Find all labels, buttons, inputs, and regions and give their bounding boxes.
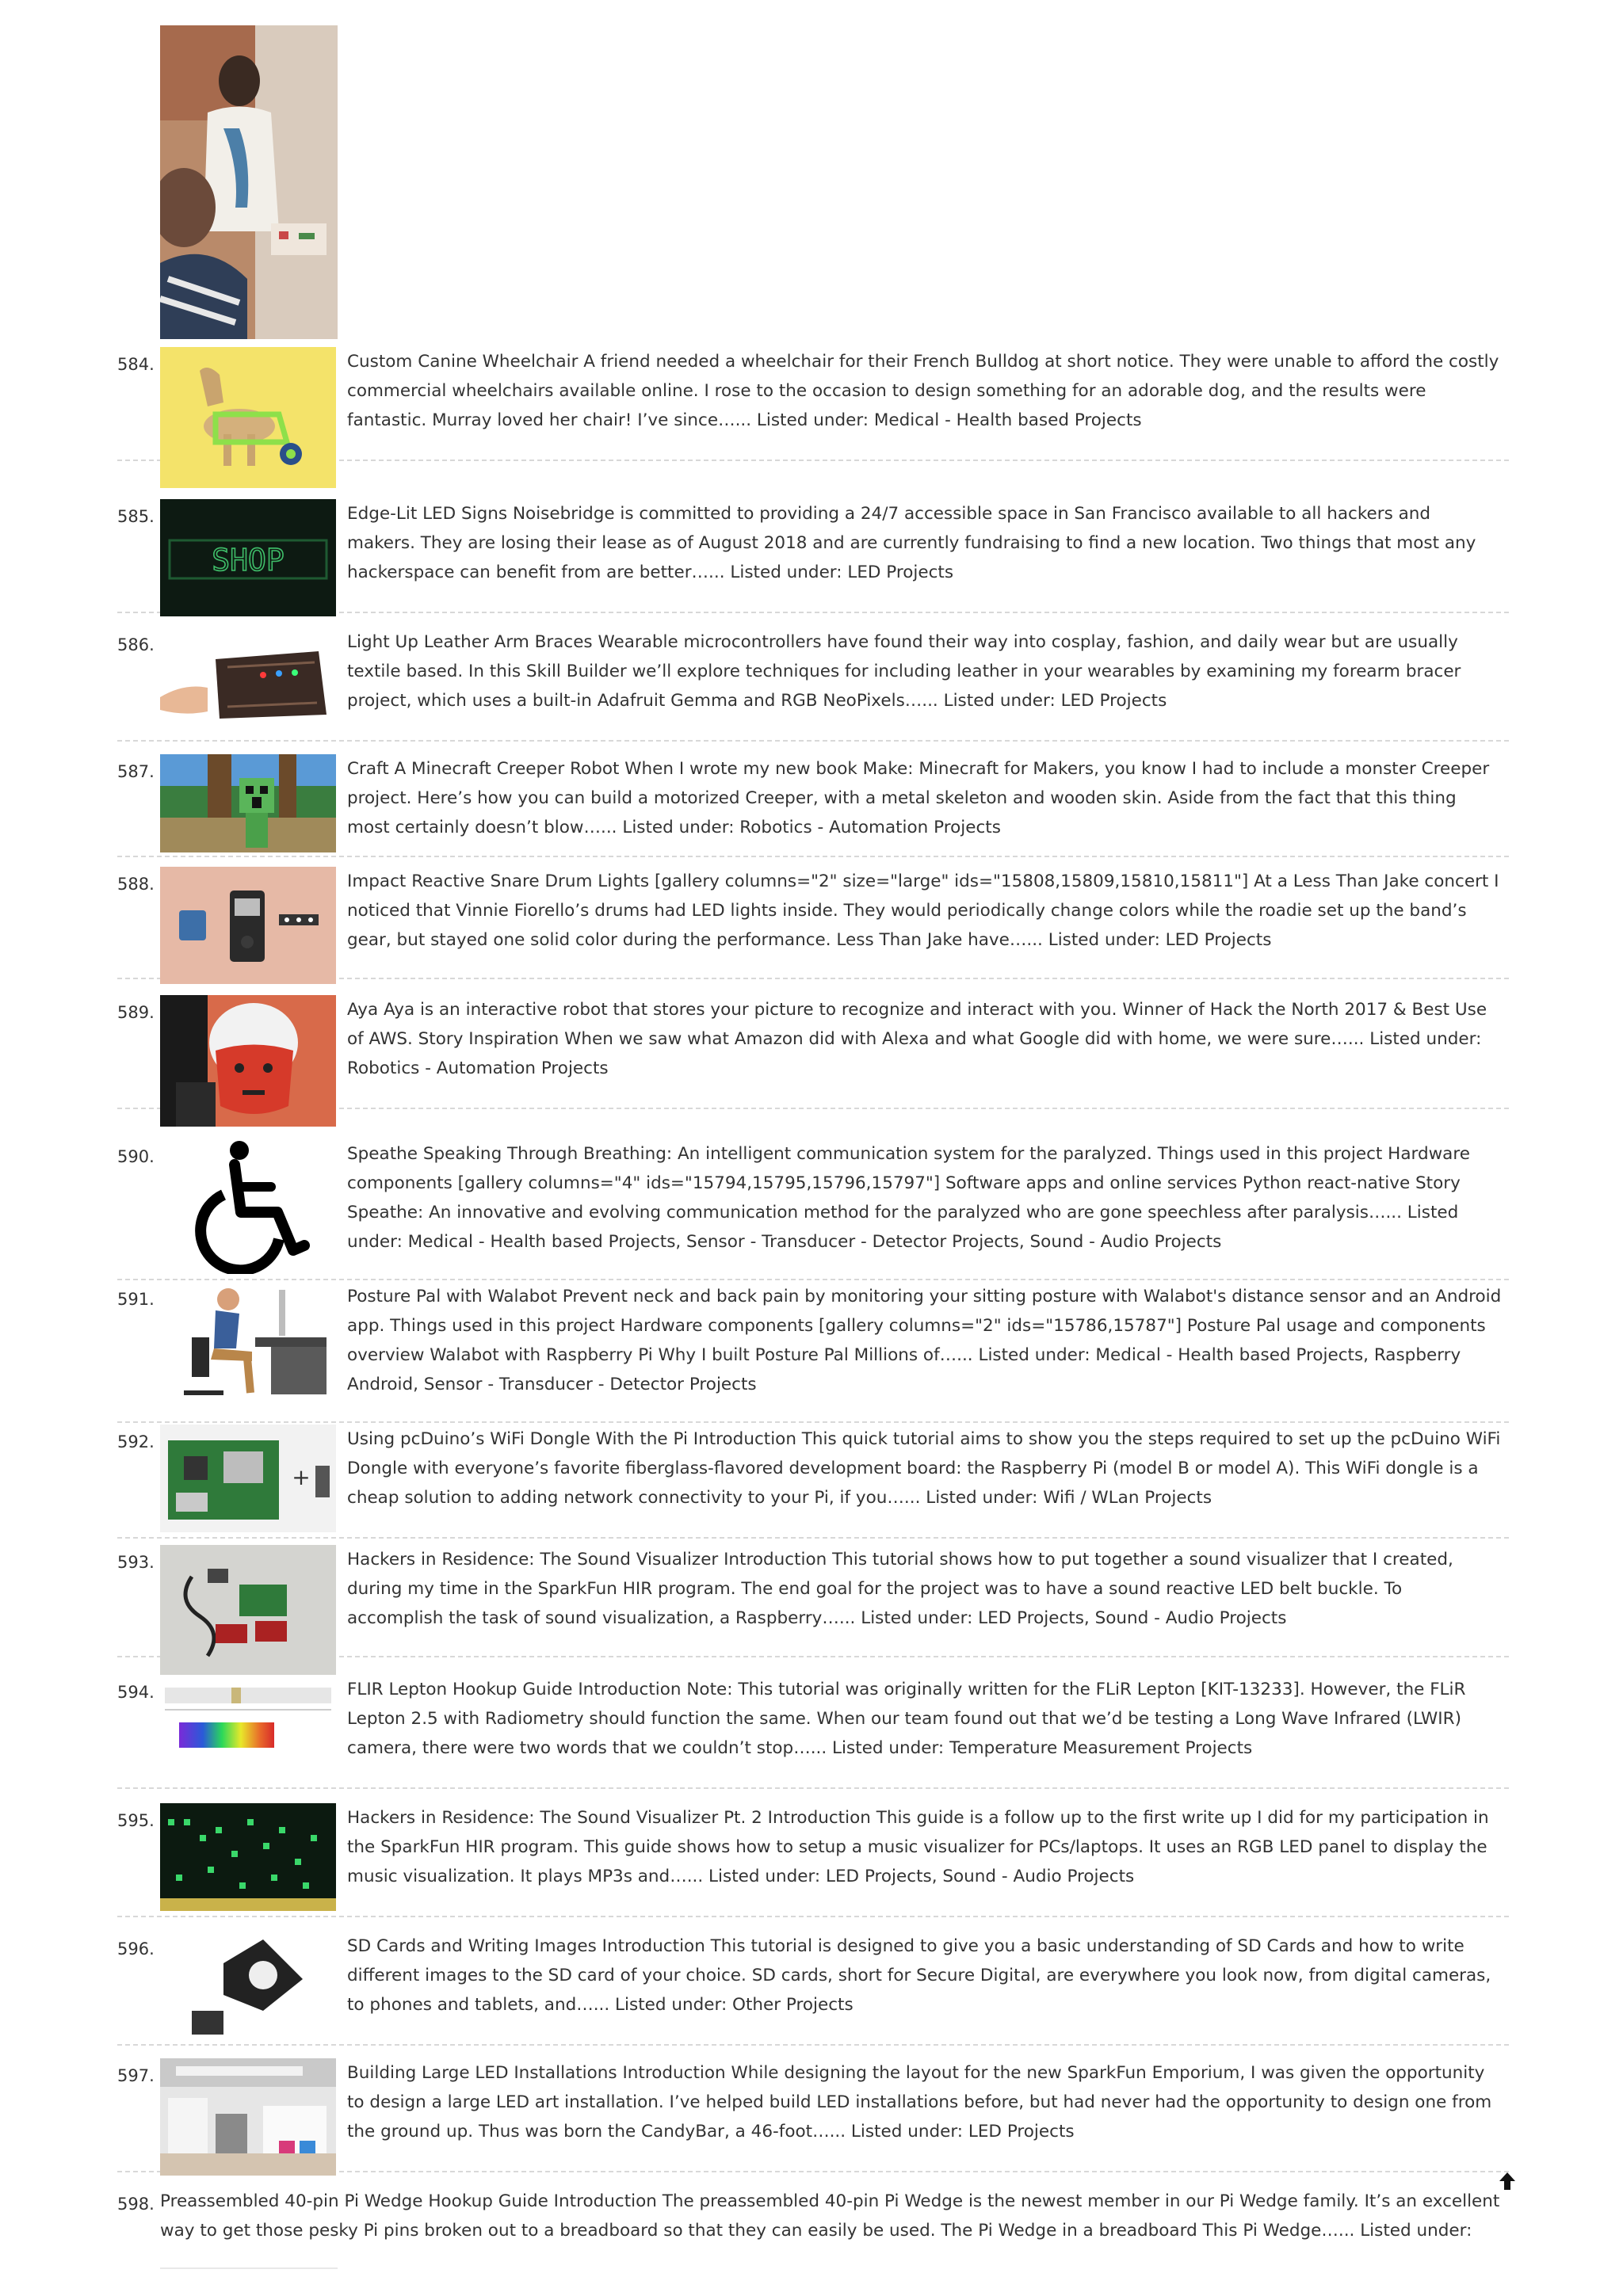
- item-thumbnail[interactable]: [160, 754, 336, 852]
- list-item: [117, 867, 1509, 979]
- item-description: Light Up Leather Arm Braces Wearable microcontrollers have found their way into cosplay, fashion, and daily wear but are usually textile based. In this Skill Builder we’ll explore techniques for including leather in your wearables by examining my forearm bracer project, which uses a built-in Adafruit Gemma and RGB NeoPixels…... Listed under: LED Projects: [347, 632, 1461, 711]
- list-item: [117, 1425, 1509, 1539]
- item-thumbnail[interactable]: [160, 347, 336, 488]
- item-number: 585.: [117, 507, 155, 526]
- arrow-up-icon[interactable]: [1498, 2171, 1517, 2191]
- list-item: [117, 1282, 1509, 1423]
- item-thumbnail[interactable]: [160, 1932, 336, 2041]
- item-description: Preassembled 40-pin Pi Wedge Hookup Guide Introduction The preassembled 40-pin Pi Wedge is the newest member in our Pi Wedge family. It’s an excellent way to get those pesky Pi pins broken out to a breadboard so that they can easily be used. The Pi Wedge in a breadboard This Pi Wedge…... Listed under:: [160, 2191, 1500, 2241]
- item-number: 587.: [117, 762, 155, 781]
- item-number: 596.: [117, 1939, 155, 1958]
- item-number: 595.: [117, 1811, 155, 1830]
- list-item: [117, 1545, 1509, 1657]
- item-description: Building Large LED Installations Introduction While designing the layout for the new SparkFun Emporium, I was given the opportunity to design a large LED art installation. I’ve helped build LED installations before, but had never had the opportunity to design one from the ground up. Thus was born the CandyBar, a 46-foot…... Listed under: LED Projects: [347, 2063, 1492, 2142]
- item-description: Hackers in Residence: The Sound Visualizer Introduction This tutorial shows how to put together a sound visualizer that I created, during my time in the SparkFun HIR program. The end goal for the project was to have a sound reactive LED belt buckle. To accomplish the task of sound visualization, a Raspberry…... Listed under: LED Projects, Sound - Audio Projects: [347, 1550, 1453, 1628]
- item-number: 590.: [117, 1147, 155, 1166]
- list-item: [117, 2058, 1509, 2172]
- list-item: [117, 1675, 1509, 1789]
- item-number: 584.: [117, 355, 155, 374]
- item-thumbnail[interactable]: [160, 1425, 336, 1532]
- list-item: [117, 995, 1509, 1109]
- item-thumbnail[interactable]: [160, 867, 336, 984]
- item-number: 594.: [117, 1683, 155, 1702]
- item-description: Hackers in Residence: The Sound Visualizer Pt. 2 Introduction This guide is a follow up to the first write up I did for my participation in the SparkFun HIR program. This guide shows how to setup a music visualizer for PCs/laptops. It uses an RGB LED panel to display the music visualization. It plays MP3s and…... Listed under: LED Projects, Sound - Audio Projects: [347, 1808, 1489, 1886]
- list-item: [117, 499, 1509, 613]
- item-number: 597.: [117, 2066, 155, 2085]
- item-description: Aya Aya is an interactive robot that stores your picture to recognize and interact with you. Winner of Hack the North 2017 & Best Use of AWS. Story Inspiration When we saw what Amazon did with Alexa and what Google did with home, we were sure…... Listed under: Robotics - Automation Projects: [347, 1000, 1487, 1078]
- item-thumbnail[interactable]: [160, 1803, 336, 1911]
- list-item: [117, 1803, 1509, 1917]
- svg-text:+: +: [292, 1464, 311, 1490]
- item-thumbnail-top[interactable]: [160, 25, 338, 339]
- list-item: [117, 2187, 1509, 2250]
- wheelchair-icon[interactable]: [160, 1139, 336, 1274]
- item-description: Custom Canine Wheelchair A friend needed a wheelchair for their French Bulldog at short notice. They were unable to afford the costly commercial wheelchairs available online. I rose to the occasion to design something for an adorable dog, and the results were fantastic. Murray loved her chair! I’ve since…... Listed under: Medical - Health based Projects: [347, 352, 1499, 430]
- item-thumbnail[interactable]: [160, 2058, 336, 2176]
- item-thumbnail[interactable]: [160, 499, 336, 616]
- item-description: Impact Reactive Snare Drum Lights [gallery columns="2" size="large" ids="15808,15809,15810,15811"] At a Less Than Jake concert I noticed that Vinnie Fiorello’s drums had LED lights inside. They would periodically change colors while the roadie set up the band’s gear, but stayed one solid color during the performance. Less Than Jake have…... Listed under: LED Projects: [347, 871, 1499, 950]
- item-thumbnail[interactable]: [160, 1675, 336, 1773]
- item-thumbnail[interactable]: [160, 627, 336, 738]
- list-item: [117, 754, 1509, 857]
- divider: [160, 2267, 338, 2269]
- item-number: 588.: [117, 875, 155, 894]
- item-description: Speathe Speaking Through Breathing: An intelligent communication system for the paralyzed. Things used in this project Hardware components [gallery columns="4" ids="15794,15795,15796,15797"] Software apps and online services Python react-native Story Speathe: An innovative and evolving communication method for the paralyzed who are gone speechless after paralysis…... Listed under: Medical - Health based Projects, Sensor - Transducer - Detector Projects, Sound - Audio Projects: [347, 1144, 1470, 1252]
- item-thumbnail[interactable]: [160, 1282, 336, 1405]
- item-thumbnail[interactable]: [160, 1545, 336, 1675]
- item-number: 593.: [117, 1553, 155, 1572]
- item-description: Posture Pal with Walabot Prevent neck and back pain by monitoring your sitting posture with Walabot's distance sensor and an Android app. Things used in this project Hardware components [gallery columns="2" ids="15786,15787"] Posture Pal usage and components overview Walabot with Raspberry Pi Why I built Posture Pal Millions of…... Listed under: Medical - Health based Projects, Raspberry Android, Sensor - Transducer - Detector Projects: [347, 1287, 1502, 1394]
- item-thumbnail[interactable]: [160, 995, 336, 1127]
- list-item: [117, 347, 1509, 461]
- item-number: 598.: [117, 2195, 155, 2214]
- thumb-sign-text: SHOP: [212, 543, 285, 578]
- list-item: [117, 1139, 1509, 1280]
- item-description: Using pcDuino’s WiFi Dongle With the Pi Introduction This quick tutorial aims to show you the steps required to set up the pcDuino WiFi Dongle with everyone’s favorite fiberglass-flavored development board: the Raspberry Pi (model B or model A). This WiFi dongle is a cheap solution to adding network connectivity to your Pi, if you…... Listed under: Wifi / WLan Projects: [347, 1429, 1501, 1508]
- item-number: 589.: [117, 1003, 155, 1022]
- item-number: 586.: [117, 635, 155, 654]
- item-number: 592.: [117, 1432, 155, 1451]
- list-item: [117, 627, 1509, 742]
- item-description: FLIR Lepton Hookup Guide Introduction Note: This tutorial was originally written for the FLiR Lepton [KIT-13233]. However, the FLiR Lepton 2.5 with Radiometry should function the same. When our team found out that we’d be testing a Long Wave Infrared (LWIR) camera, there were two words that we couldn’t stop…... Listed under: Temperature Measurement Projects: [347, 1680, 1466, 1758]
- item-description: Edge-Lit LED Signs Noisebridge is committed to providing a 24/7 accessible space in San Francisco available to all hackers and makers. They are losing their lease as of August 2018 and are currently fundraising to find a new location. Two things that most any hackerspace can benefit from are better…... Listed under: LED Projects: [347, 504, 1476, 582]
- item-number: 591.: [117, 1290, 155, 1309]
- list-item: [117, 1932, 1509, 2046]
- item-description: SD Cards and Writing Images Introduction This tutorial is designed to give you a basic understanding of SD Cards and how to write different images to the SD card of your choice. SD cards, short for Secure Digital, are everywhere you look now, from digital cameras, to phones and tablets, and…... Listed under: Other Projects: [347, 1936, 1491, 2015]
- item-description: Craft A Minecraft Creeper Robot When I wrote my new book Make: Minecraft for Makers, you know I had to include a monster Creeper project. Here’s how you can build a motorized Creeper, with a metal skeleton and wooden skin. Aside from the fact that this thing most certainly doesn’t blow…... Listed under: Robotics - Automation Projects: [347, 759, 1490, 837]
